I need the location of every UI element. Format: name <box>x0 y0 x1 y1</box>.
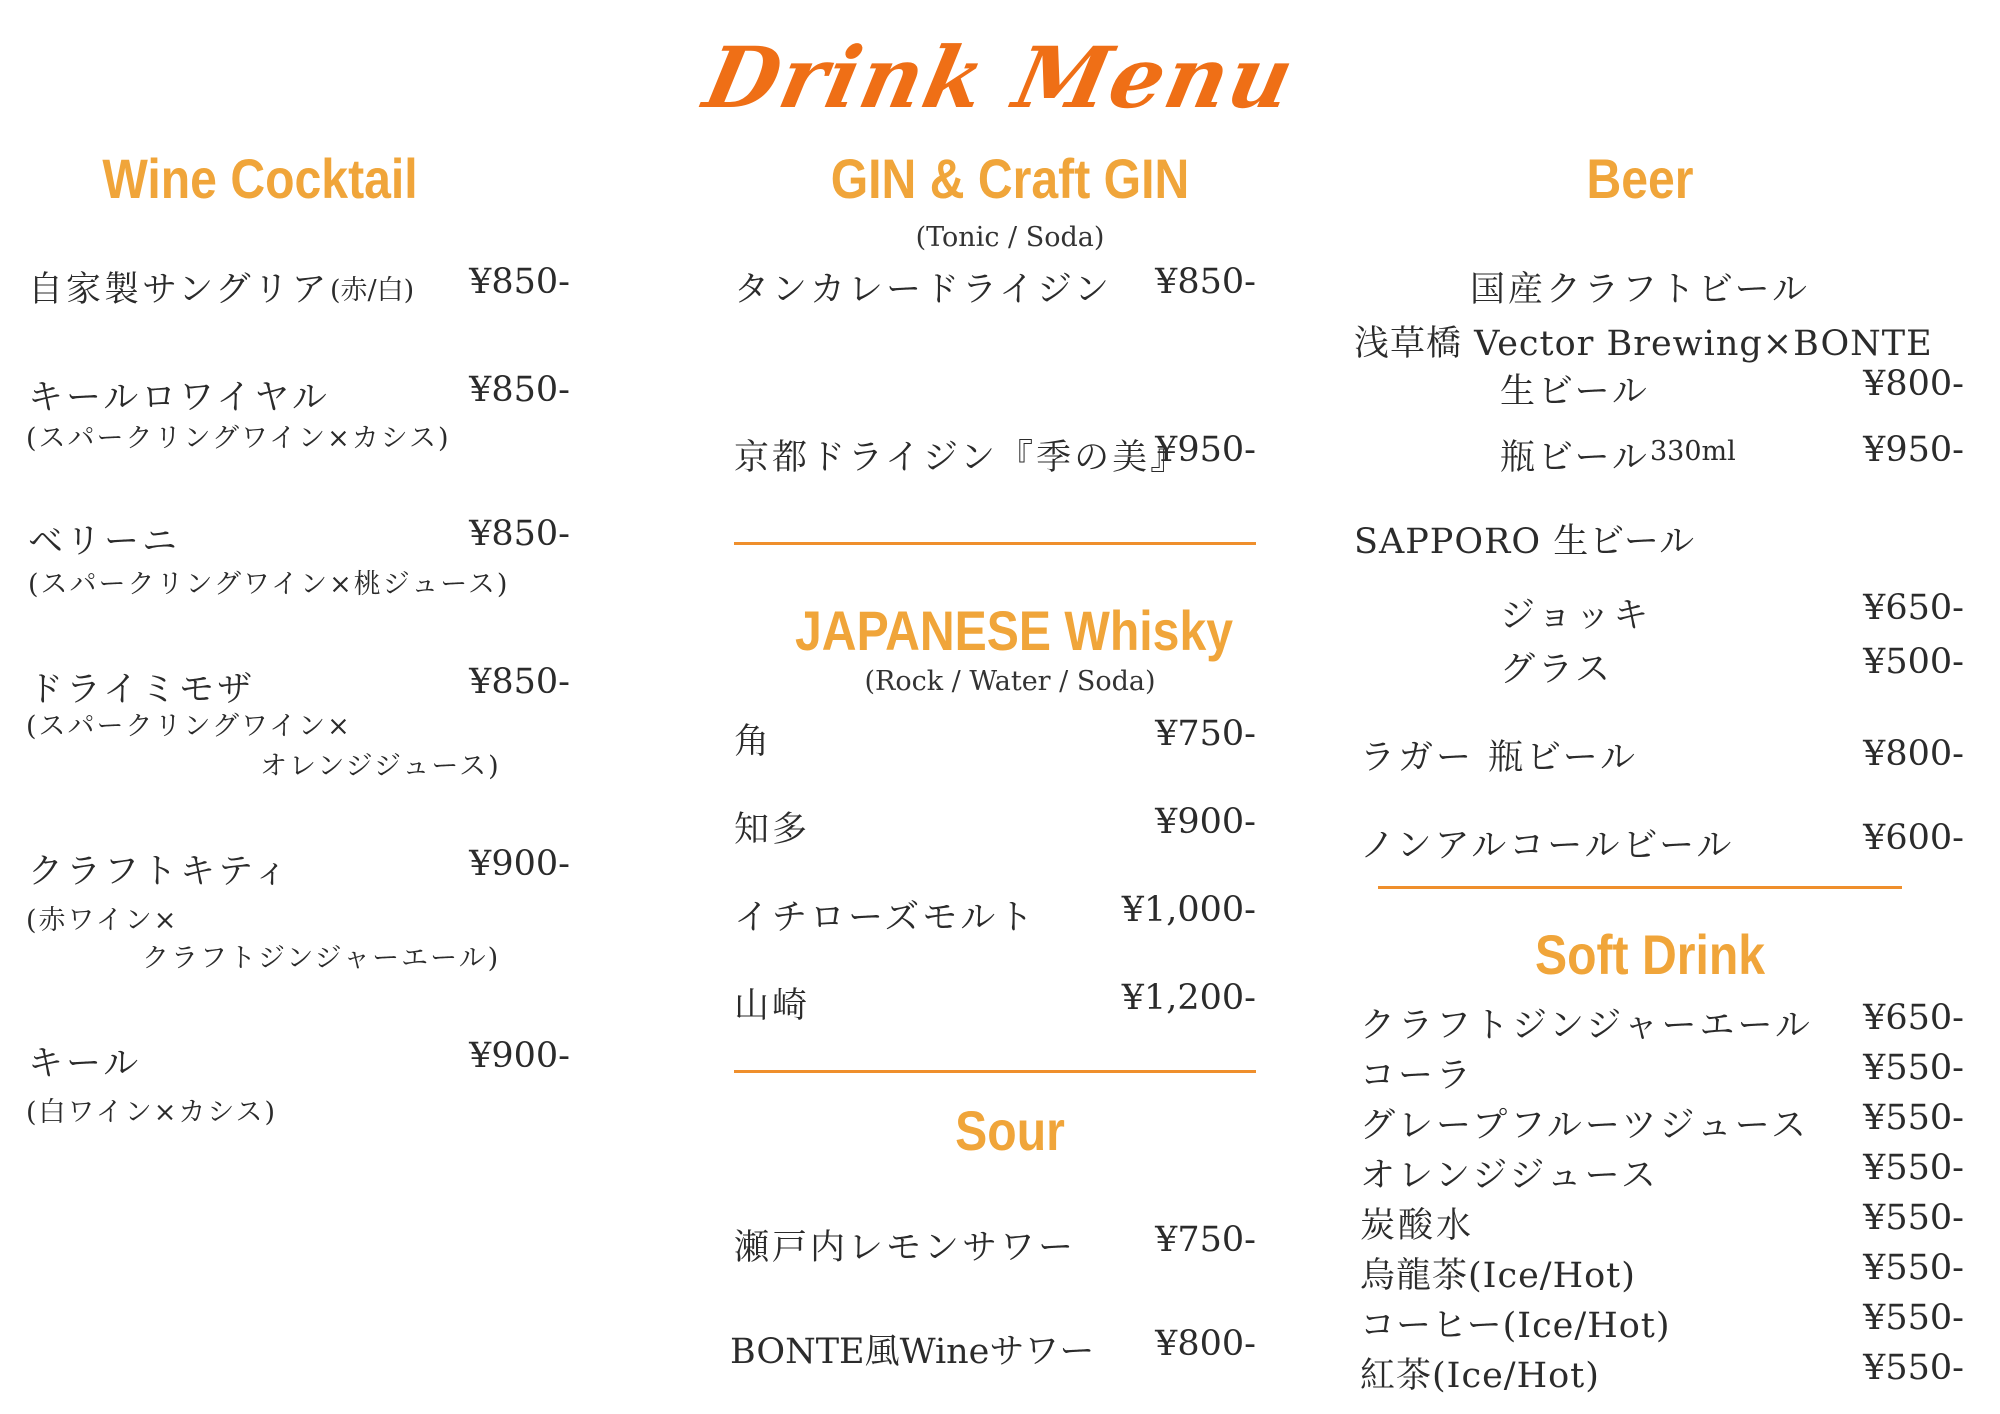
menu-title: Drink Menu <box>696 28 1304 127</box>
beer-item-name: グラス <box>1500 650 1613 690</box>
wine-item-tag: (赤/白) <box>330 275 415 306</box>
beer-heading: Beer <box>1586 147 1694 210</box>
wine-item-name: クラフトキティ <box>28 852 292 892</box>
beer-item-price: ¥600- <box>1863 818 1964 858</box>
soft-item-name: 紅茶(Ice/Hot) <box>1360 1356 1600 1396</box>
soft-item-name: クラフトジンジャーエール <box>1360 1006 1813 1046</box>
beer-sapporo-title: SAPPORO 生ビール <box>1354 522 1696 562</box>
whisky-item-name: 知多 <box>734 810 811 850</box>
gin-item-price: ¥950- <box>1155 430 1256 470</box>
wine-item-name: ベリーニ <box>28 522 181 562</box>
soft-item-name: オレンジジュース <box>1360 1156 1659 1196</box>
wine-item-note-2: クラフトジンジャーエール) <box>142 943 501 974</box>
soft-item-name: コーヒー(Ice/Hot) <box>1360 1306 1671 1346</box>
section-divider <box>734 542 1256 545</box>
beer-item-name: ラガー 瓶ビール <box>1360 738 1639 778</box>
gin-item-name: 京都ドライジン『季の美』 <box>734 438 1189 478</box>
whisky-item-name: イチローズモルト <box>734 898 1037 938</box>
section-divider <box>734 1070 1256 1073</box>
whisky-item-name: 角 <box>734 722 773 762</box>
wine-cocktail-heading: Wine Cocktail <box>102 147 418 210</box>
wine-item-price: ¥850- <box>469 514 570 554</box>
beer-item-price: ¥800- <box>1863 734 1964 774</box>
whisky-item-price: ¥1,200- <box>1121 978 1256 1018</box>
wine-item-price: ¥850- <box>469 662 570 702</box>
whisky-heading: JAPANESE Whisky <box>795 599 1234 662</box>
beer-item-size: 330ml <box>1650 436 1736 467</box>
beer-item-price: ¥950- <box>1863 430 1964 470</box>
wine-item-note: (スパークリングワイン×桃ジュース) <box>28 569 510 600</box>
sour-item-price: ¥750- <box>1155 1220 1256 1260</box>
wine-item-price: ¥850- <box>469 262 570 302</box>
gin-subheading: (Tonic / Soda) <box>915 222 1105 253</box>
whisky-item-price: ¥750- <box>1155 714 1256 754</box>
soft-item-price: ¥650- <box>1863 998 1964 1038</box>
sour-heading: Sour <box>955 1099 1065 1162</box>
soft-item-price: ¥550- <box>1863 1248 1964 1288</box>
wine-item-note-2: オレンジジュース) <box>260 751 501 782</box>
beer-item-price: ¥800- <box>1863 364 1964 404</box>
beer-item-name: ノンアルコールビール <box>1360 826 1735 866</box>
soft-item-price: ¥550- <box>1863 1298 1964 1338</box>
soft-item-name: 炭酸水 <box>1360 1206 1475 1246</box>
soft-item-name: コーラ <box>1360 1056 1475 1096</box>
beer-craft-title: 国産クラフトビール <box>1470 270 1810 310</box>
whisky-subheading: (Rock / Water / Soda) <box>864 666 1156 697</box>
sour-item-price: ¥800- <box>1155 1324 1256 1364</box>
soft-item-name: グレープフルーツジュース <box>1360 1106 1810 1146</box>
soft-item-price: ¥550- <box>1863 1148 1964 1188</box>
soft-drink-heading: Soft Drink <box>1534 923 1766 986</box>
gin-item-name: タンカレードライジン <box>734 270 1113 310</box>
soft-item-price: ¥550- <box>1863 1348 1964 1388</box>
beer-craft-brewery: 浅草橋 Vector Brewing×BONTE <box>1354 324 1933 364</box>
wine-item-price: ¥900- <box>469 844 570 884</box>
beer-item-name: 瓶ビール <box>1500 438 1650 478</box>
beer-item-price: ¥500- <box>1863 642 1964 682</box>
wine-item-note: (スパークリングワイン× <box>26 711 352 742</box>
whisky-item-price: ¥900- <box>1155 802 1256 842</box>
wine-item-name: キール <box>28 1044 142 1084</box>
beer-item-name: ジョッキ <box>1500 596 1652 636</box>
whisky-item-name: 山崎 <box>734 986 811 1026</box>
sour-item-name: 瀬戸内レモンサワー <box>734 1228 1077 1268</box>
wine-item-price: ¥850- <box>469 370 570 410</box>
soft-item-price: ¥550- <box>1863 1048 1964 1088</box>
soft-item-price: ¥550- <box>1863 1098 1964 1138</box>
soft-item-price: ¥550- <box>1863 1198 1964 1238</box>
beer-item-name: 生ビール <box>1500 372 1650 412</box>
gin-heading: GIN & Craft GIN <box>830 147 1190 210</box>
wine-item-note: (白ワイン×カシス) <box>26 1097 278 1128</box>
wine-item-price: ¥900- <box>469 1036 570 1076</box>
gin-item-price: ¥850- <box>1155 262 1256 302</box>
wine-item-name: 自家製サングリア <box>28 270 330 310</box>
wine-item-name: ドライミモザ <box>28 670 255 710</box>
sour-item-name: BONTE風Wineサワー <box>730 1332 1095 1372</box>
whisky-item-price: ¥1,000- <box>1121 890 1256 930</box>
soft-item-name: 烏龍茶(Ice/Hot) <box>1360 1256 1636 1296</box>
wine-item-note: (スパークリングワイン×カシス) <box>26 423 451 454</box>
beer-item-price: ¥650- <box>1863 588 1964 628</box>
section-divider <box>1378 886 1902 889</box>
wine-item-note: (赤ワイン× <box>26 905 179 936</box>
wine-item-name: キールロワイヤル <box>28 378 330 418</box>
